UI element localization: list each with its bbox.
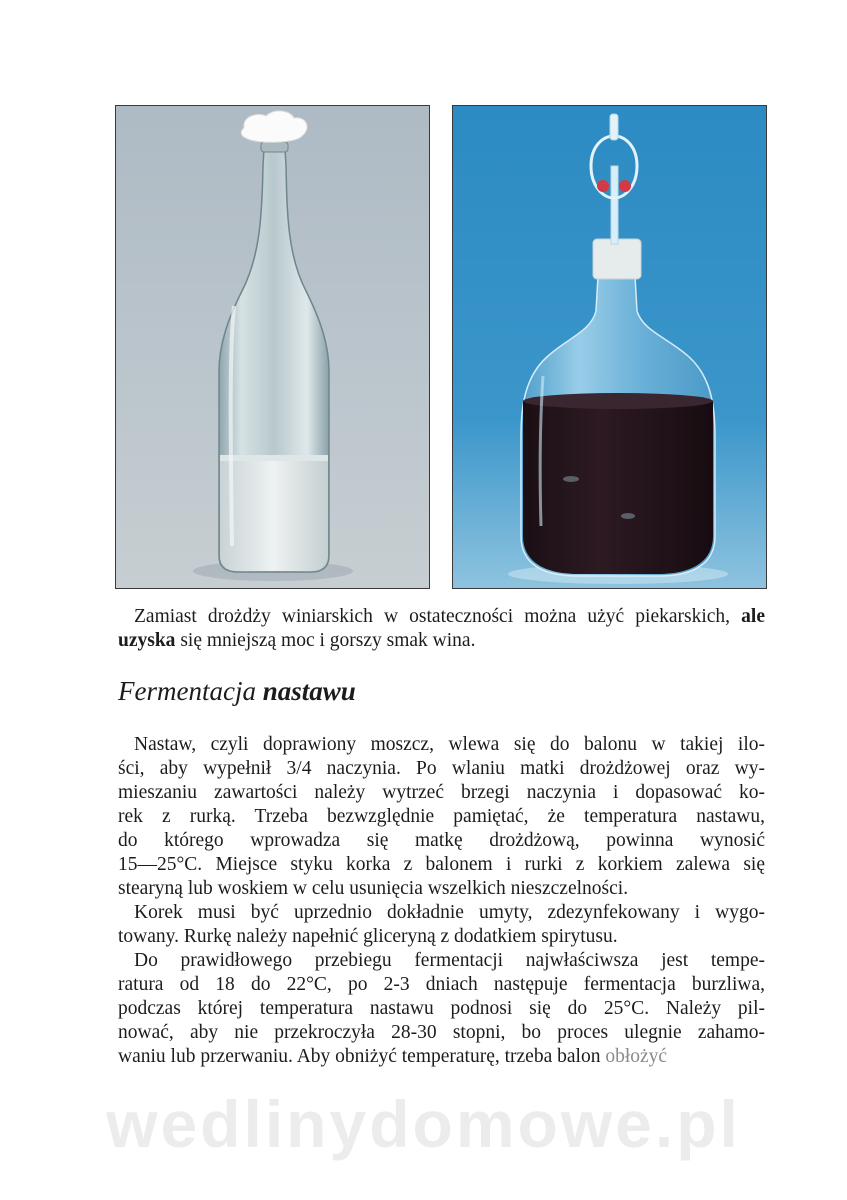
faded-word: obłożyć — [605, 1046, 668, 1067]
text-line: ści, aby wypełnił 3/4 naczynia. Po wlaniu matki drożdżowej oraz wy- — [118, 758, 765, 779]
watermark: wedlinydomowe.pl — [106, 1087, 741, 1161]
text-line: nować, aby nie przekroczyła 28-30 stopni, bo proces ulegnie zahamo- — [118, 1022, 765, 1043]
text-line: ratura od 18 do 22°C, po 2-3 dniach następuje fermentacja burzliwa, — [118, 974, 765, 995]
text-line-part: waniu lub przerwaniu. Aby obniżyć temperaturę, trzeba balon — [118, 1046, 606, 1067]
text-line — [118, 1045, 765, 1069]
text-line: towany. Rurkę należy napełnić gliceryną z dodatkiem spirytusu. — [118, 926, 618, 947]
text-line: 15—25°C. Miejsce styku korka z balonem i rurki z korkiem zalewa się — [118, 854, 765, 875]
text-line: do którego wprowadza się matkę drożdżową, powinna wynosić — [118, 830, 765, 851]
text-line: Korek musi być uprzednio dokładnie umyty, zdezynfekowany i wygo- — [134, 902, 765, 923]
heading-bold: nastawu — [262, 676, 356, 706]
caption-text: Zamiast drożdży winiarskich w ostateczności można użyć piekarskich, — [134, 606, 742, 627]
heading-italic: Fermentacja — [118, 676, 263, 706]
demijohn-illustration — [453, 106, 766, 588]
bottle-illustration — [116, 106, 429, 588]
text-line: stearyną lub woskiem w celu usunięcia wszelkich nieszczelności. — [118, 878, 629, 899]
caption-text-end: się mniejszą moc i gorszy smak wina. — [175, 630, 476, 651]
photo-caption — [118, 605, 765, 653]
text-line: rek z rurką. Trzeba bezwzględnie pamiętać, że temperatura nastawu, — [118, 806, 765, 827]
text-line: podczas której temperatura nastawu podnosi się do 25°C. Należy pil- — [118, 998, 765, 1019]
caption-bold-text: ale uzyska — [118, 606, 765, 651]
section-heading — [118, 676, 356, 707]
demijohn-photo — [452, 105, 767, 589]
text-line: Do prawidłowego przebiegu fermentacji najwłaściwsza jest tempe- — [134, 950, 765, 971]
body-text — [118, 733, 765, 1069]
text-line: Nastaw, czyli doprawiony moszcz, wlewa się do balonu w takiej ilo- — [134, 734, 765, 755]
text-line: mieszaniu zawartości należy wytrzeć brzegi naczynia i dopasować ko- — [118, 782, 765, 803]
bottle-photo — [115, 105, 430, 589]
